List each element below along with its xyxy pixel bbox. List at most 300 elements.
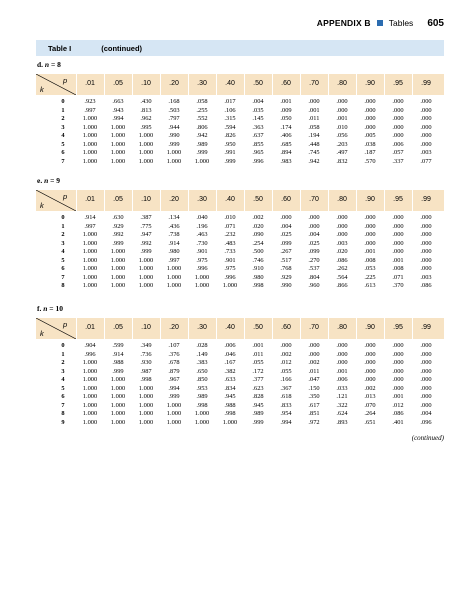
table-title-band: [36, 40, 444, 56]
p-value-header: .40: [225, 80, 235, 87]
table-cell: .000: [336, 231, 348, 238]
table-cell: .000: [420, 239, 432, 247]
table-cell: 1.000: [110, 265, 126, 272]
table-cell: .071: [224, 222, 236, 230]
table-cell: .387: [140, 214, 152, 221]
table-cell: .962: [140, 115, 152, 122]
table-cell: .099: [280, 239, 292, 247]
section-n-variable: n: [44, 176, 49, 185]
running-head: [317, 16, 444, 30]
section-label: [37, 60, 61, 69]
row-k-value: 4: [61, 132, 65, 139]
table-body: [36, 214, 444, 291]
table-cell: .000: [420, 98, 432, 105]
p-value-header: .20: [169, 80, 179, 87]
p-axis-label: p: [63, 320, 68, 329]
table-cell: .106: [224, 106, 236, 114]
table-cell: .006: [336, 376, 348, 383]
table-cell: .262: [336, 265, 348, 272]
table-cell: .000: [364, 222, 376, 230]
table-cell: .914: [84, 214, 96, 221]
table-cell: .944: [168, 123, 180, 131]
table-cell: .255: [196, 106, 208, 114]
table-cell: .020: [336, 248, 348, 255]
table-cell: .833: [280, 401, 292, 409]
table-cell: .992: [112, 231, 124, 238]
table-cell: .000: [364, 115, 376, 122]
table-cell: 1.000: [110, 256, 126, 264]
table-cell: .000: [420, 350, 432, 358]
table-cell: .826: [224, 132, 236, 139]
table-cell: .011: [308, 367, 320, 375]
table-cell: .000: [336, 342, 348, 349]
p-value-header: .95: [393, 80, 403, 87]
table-cell: .000: [420, 222, 432, 230]
row-k-value: 8: [61, 282, 65, 289]
table-cell: .999: [112, 367, 124, 375]
table-row: [36, 342, 444, 351]
table-cell: .000: [364, 367, 376, 375]
row-k-value: 4: [61, 376, 65, 383]
table-cell: .994: [280, 418, 292, 426]
table-cell: 1.000: [194, 282, 210, 289]
table-cell: 1.000: [138, 256, 154, 264]
table-cell: .000: [392, 132, 404, 139]
table-cell: 1.000: [82, 248, 98, 255]
table-cell: .599: [112, 342, 124, 349]
table-cell: .901: [196, 248, 208, 255]
table-cell: .017: [224, 98, 236, 105]
table-cell: .025: [280, 231, 292, 238]
table-cell: .099: [308, 248, 320, 255]
table-cell: 1.000: [110, 157, 126, 165]
table-cell: .010: [336, 123, 348, 131]
table-cell: 1.000: [110, 248, 126, 255]
table-cell: .613: [364, 282, 376, 289]
row-k-value: 7: [61, 401, 65, 409]
p-value-header: .80: [337, 80, 347, 87]
table-cell: .000: [392, 248, 404, 255]
table-cell: 1.000: [166, 418, 182, 426]
table-cell: 1.000: [110, 401, 126, 409]
table-cell: .436: [168, 222, 180, 230]
table-cell: .264: [364, 410, 376, 417]
p-value-header: .90: [365, 80, 375, 87]
p-value-header: .70: [309, 196, 319, 203]
table-cell: .000: [308, 350, 320, 358]
table-cell: .000: [420, 367, 432, 375]
table-cell: 1.000: [82, 149, 98, 156]
table-cell: 1.000: [222, 282, 238, 289]
table-cell: .008: [364, 256, 376, 264]
table-cell: .070: [364, 401, 376, 409]
table-row: [36, 141, 444, 150]
table-cell: .000: [364, 376, 376, 383]
table-body: [36, 98, 444, 166]
table-cell: 1.000: [82, 132, 98, 139]
p-value-header: .30: [197, 80, 207, 87]
table-cell: .651: [364, 418, 376, 426]
table-cell: .406: [280, 132, 292, 139]
table-cell: .001: [392, 393, 404, 400]
table-row: [36, 214, 444, 223]
table-cell: 1.000: [82, 239, 98, 247]
table-cell: .855: [252, 140, 264, 148]
table-cell: .947: [140, 231, 152, 238]
table-row: [36, 402, 444, 411]
table-cell: 1.000: [166, 157, 182, 165]
table-cell: .000: [280, 342, 292, 349]
table-cell: 1.000: [194, 157, 210, 165]
table-cell: .999: [140, 248, 152, 255]
table-cell: .000: [364, 359, 376, 366]
table-cell: .000: [336, 222, 348, 230]
table-cell: .564: [336, 273, 348, 281]
table-cell: .337: [392, 157, 404, 165]
row-k-value: 2: [61, 359, 65, 366]
table-cell: 1.000: [138, 157, 154, 165]
table-cell: .001: [336, 115, 348, 122]
table-cell: .997: [84, 106, 96, 114]
table-cell: .904: [84, 342, 96, 349]
table-cell: 1.000: [138, 282, 154, 289]
row-k-value: 0: [61, 98, 65, 105]
table-cell: 1.000: [82, 376, 98, 383]
row-k-value: 7: [61, 157, 65, 165]
table-row: [36, 274, 444, 283]
table-cell: 1.000: [138, 132, 154, 139]
table-cell: .996: [196, 265, 208, 272]
table-cell: .000: [392, 239, 404, 247]
table-cell: 1.000: [82, 256, 98, 264]
table-cell: .463: [196, 231, 208, 238]
table-cell: .086: [392, 410, 404, 417]
table-cell: .996: [252, 157, 264, 165]
table-cell: .000: [420, 384, 432, 392]
table-cell: .000: [420, 401, 432, 409]
table-cell: .730: [196, 239, 208, 247]
table-cell: .000: [420, 214, 432, 221]
table-cell: 1.000: [82, 231, 98, 238]
table-cell: .996: [84, 350, 96, 358]
table-cell: .806: [196, 123, 208, 131]
table-cell: .570: [364, 157, 376, 165]
table-cell: .000: [392, 214, 404, 221]
table-cell: .910: [252, 265, 264, 272]
table-cell: 1.000: [82, 418, 98, 426]
table-cell: .035: [252, 106, 264, 114]
table-cell: .001: [280, 98, 292, 105]
table-cell: .057: [392, 149, 404, 156]
table-row: [36, 223, 444, 232]
table-row: [36, 158, 444, 167]
table-cell: 1.000: [110, 140, 126, 148]
table-cell: .617: [308, 401, 320, 409]
row-k-value: 6: [61, 393, 65, 400]
table-cell: .363: [252, 123, 264, 131]
table-cell: 1.000: [138, 149, 154, 156]
table-cell: 1.000: [110, 410, 126, 417]
table-cell: .736: [140, 350, 152, 358]
table-cell: 1.000: [82, 115, 98, 122]
table-cell: .174: [280, 123, 292, 131]
table-cell: 1.000: [82, 140, 98, 148]
table-cell: .448: [308, 140, 320, 148]
p-value-header: .10: [141, 80, 151, 87]
table-cell: .998: [196, 401, 208, 409]
table-cell: .000: [392, 359, 404, 366]
p-axis-label: p: [63, 192, 68, 201]
table-cell: .058: [196, 98, 208, 105]
table-cell: .914: [168, 239, 180, 247]
p-value-header: .01: [85, 324, 95, 331]
table-cell: .000: [420, 265, 432, 272]
table-cell: 1.000: [194, 418, 210, 426]
table-cell: .000: [392, 367, 404, 375]
table-cell: .746: [252, 256, 264, 264]
table-cell: .929: [112, 222, 124, 230]
section-n-value: = 8: [50, 60, 61, 69]
table-cell: 1.000: [166, 410, 182, 417]
table-row: [36, 231, 444, 240]
table-cell: .090: [252, 231, 264, 238]
table-cell: .503: [168, 106, 180, 114]
column-header-band: [36, 190, 444, 211]
table-cell: .000: [364, 214, 376, 221]
table-cell: .000: [336, 359, 348, 366]
table-cell: .012: [280, 359, 292, 366]
table-cell: .999: [252, 418, 264, 426]
table-cell: .960: [308, 282, 320, 289]
table-cell: .003: [336, 239, 348, 247]
table-cell: .096: [420, 418, 432, 426]
table-cell: .002: [280, 350, 292, 358]
table-cell: .005: [364, 132, 376, 139]
table-cell: .000: [420, 359, 432, 366]
p-value-header: .20: [169, 324, 179, 331]
p-value-header: .90: [365, 196, 375, 203]
table-row: [36, 351, 444, 360]
p-value-header: .40: [225, 196, 235, 203]
table-cell: .000: [392, 376, 404, 383]
table-cell: .483: [224, 239, 236, 247]
p-value-header: .50: [253, 196, 263, 203]
table-cell: .012: [392, 401, 404, 409]
table-cell: .650: [196, 367, 208, 375]
table-row: [36, 115, 444, 124]
p-value-header: .60: [281, 324, 291, 331]
table-cell: .013: [364, 393, 376, 400]
row-k-value: 5: [61, 140, 65, 148]
table-cell: .537: [308, 265, 320, 272]
row-k-value: 2: [61, 231, 65, 238]
table-cell: .000: [420, 231, 432, 238]
table-cell: 1.000: [82, 393, 98, 400]
table-cell: .972: [308, 418, 320, 426]
p-axis-label: p: [63, 76, 68, 85]
p-value-header: .99: [421, 80, 431, 87]
table-cell: .866: [336, 282, 348, 289]
table-cell: .828: [252, 393, 264, 400]
table-cell: .914: [112, 350, 124, 358]
table-cell: 1.000: [82, 282, 98, 289]
table-cell: .997: [84, 222, 96, 230]
p-value-header: .90: [365, 324, 375, 331]
table-cell: .738: [168, 231, 180, 238]
table-cell: .000: [420, 393, 432, 400]
table-cell: 1.000: [194, 273, 210, 281]
p-value-header: .95: [393, 196, 403, 203]
row-k-value: 8: [61, 410, 65, 417]
table-cell: .000: [336, 350, 348, 358]
table-cell: .945: [224, 393, 236, 400]
table-cell: .000: [364, 342, 376, 349]
table-cell: .003: [420, 273, 432, 281]
table-cell: .998: [140, 376, 152, 383]
table-cell: .804: [308, 273, 320, 281]
table-cell: .008: [392, 265, 404, 272]
table-cell: .254: [252, 239, 264, 247]
table-cell: .879: [168, 367, 180, 375]
table-cell: .000: [392, 106, 404, 114]
p-value-header: .80: [337, 324, 347, 331]
table-cell: .998: [252, 282, 264, 289]
table-cell: 1.000: [110, 149, 126, 156]
table-cell: .980: [252, 273, 264, 281]
p-value-header: .30: [197, 324, 207, 331]
table-cell: 1.000: [138, 140, 154, 148]
page-number: 605: [427, 17, 444, 29]
table-cell: .172: [252, 367, 264, 375]
table-continued-label: (continued): [101, 43, 143, 53]
table-cell: .010: [224, 214, 236, 221]
table-cell: 1.000: [82, 401, 98, 409]
table-cell: .989: [252, 410, 264, 417]
table-cell: .053: [364, 265, 376, 272]
table-cell: .370: [392, 282, 404, 289]
table-cell: .009: [280, 106, 292, 114]
table-cell: .028: [196, 342, 208, 349]
table-row: [36, 393, 444, 402]
table-cell: 1.000: [82, 359, 98, 366]
table-cell: .942: [196, 132, 208, 139]
table-cell: .630: [112, 214, 124, 221]
table-cell: .376: [168, 350, 180, 358]
table-cell: .196: [196, 222, 208, 230]
table-cell: .000: [308, 214, 320, 221]
row-k-value: 5: [61, 384, 65, 392]
table-row: [36, 282, 444, 291]
section-letter: f.: [37, 304, 42, 313]
table-row: [36, 132, 444, 141]
table-cell: .003: [420, 149, 432, 156]
table-cell: .813: [140, 106, 152, 114]
table-cell: .552: [196, 115, 208, 122]
table-cell: 1.000: [138, 410, 154, 417]
table-cell: .134: [168, 214, 180, 221]
table-cell: .989: [196, 393, 208, 400]
table-cell: .001: [392, 256, 404, 264]
table-cell: .000: [336, 98, 348, 105]
table-cell: .988: [224, 401, 236, 409]
table-cell: .999: [224, 157, 236, 165]
section-n-variable: n: [44, 60, 50, 69]
table-cell: .001: [364, 248, 376, 255]
table-cell: .994: [168, 384, 180, 392]
table-cell: .999: [168, 393, 180, 400]
table-cell: .000: [392, 222, 404, 230]
table-cell: 1.000: [166, 265, 182, 272]
table-cell: .121: [336, 393, 348, 400]
p-value-header: .40: [225, 324, 235, 331]
table-cell: .107: [168, 342, 180, 349]
table-cell: .678: [168, 359, 180, 366]
table-row: [36, 359, 444, 368]
table-cell: .077: [420, 157, 432, 165]
row-k-value: 2: [61, 115, 65, 122]
row-k-value: 5: [61, 256, 65, 264]
section-n-value: = 9: [50, 176, 61, 185]
table-cell: .975: [224, 265, 236, 272]
table-cell: .002: [308, 359, 320, 366]
table-cell: .000: [308, 222, 320, 230]
table-cell: .315: [224, 115, 236, 122]
table-cell: .350: [308, 393, 320, 400]
row-k-value: 7: [61, 273, 65, 281]
table-cell: .383: [196, 359, 208, 366]
table-cell: 1.000: [194, 410, 210, 417]
table-cell: .745: [308, 149, 320, 156]
table-cell: .149: [196, 350, 208, 358]
table-cell: .999: [168, 140, 180, 148]
table-row: [36, 410, 444, 419]
table-cell: 1.000: [138, 273, 154, 281]
row-k-value: 3: [61, 123, 65, 131]
table-cell: 1.000: [82, 265, 98, 272]
row-k-value: 1: [61, 350, 65, 358]
table-cell: .004: [308, 231, 320, 238]
table-row: [36, 257, 444, 266]
table-cell: .270: [308, 256, 320, 264]
p-value-header: .99: [421, 196, 431, 203]
table-cell: .000: [392, 115, 404, 122]
table-cell: .953: [196, 384, 208, 392]
table-cell: 1.000: [82, 384, 98, 392]
p-value-header: .70: [309, 324, 319, 331]
table-cell: 1.000: [110, 376, 126, 383]
p-value-header: .60: [281, 196, 291, 203]
table-cell: .923: [84, 98, 96, 105]
p-value-header: .01: [85, 80, 95, 87]
table-cell: .929: [280, 273, 292, 281]
table-cell: .000: [420, 140, 432, 148]
p-value-header: .80: [337, 196, 347, 203]
table-cell: .401: [392, 418, 404, 426]
table-cell: .267: [280, 248, 292, 255]
table-row: [36, 107, 444, 116]
table-cell: 1.000: [222, 418, 238, 426]
section-n-variable: n: [43, 304, 48, 313]
table-cell: 1.000: [110, 273, 126, 281]
table-row: [36, 376, 444, 385]
table-cell: .000: [392, 98, 404, 105]
table-cell: .990: [168, 132, 180, 139]
table-cell: .000: [364, 123, 376, 131]
table-cell: .006: [392, 140, 404, 148]
table-cell: .954: [280, 410, 292, 417]
table-cell: 1.000: [166, 149, 182, 156]
table-cell: .000: [420, 132, 432, 139]
